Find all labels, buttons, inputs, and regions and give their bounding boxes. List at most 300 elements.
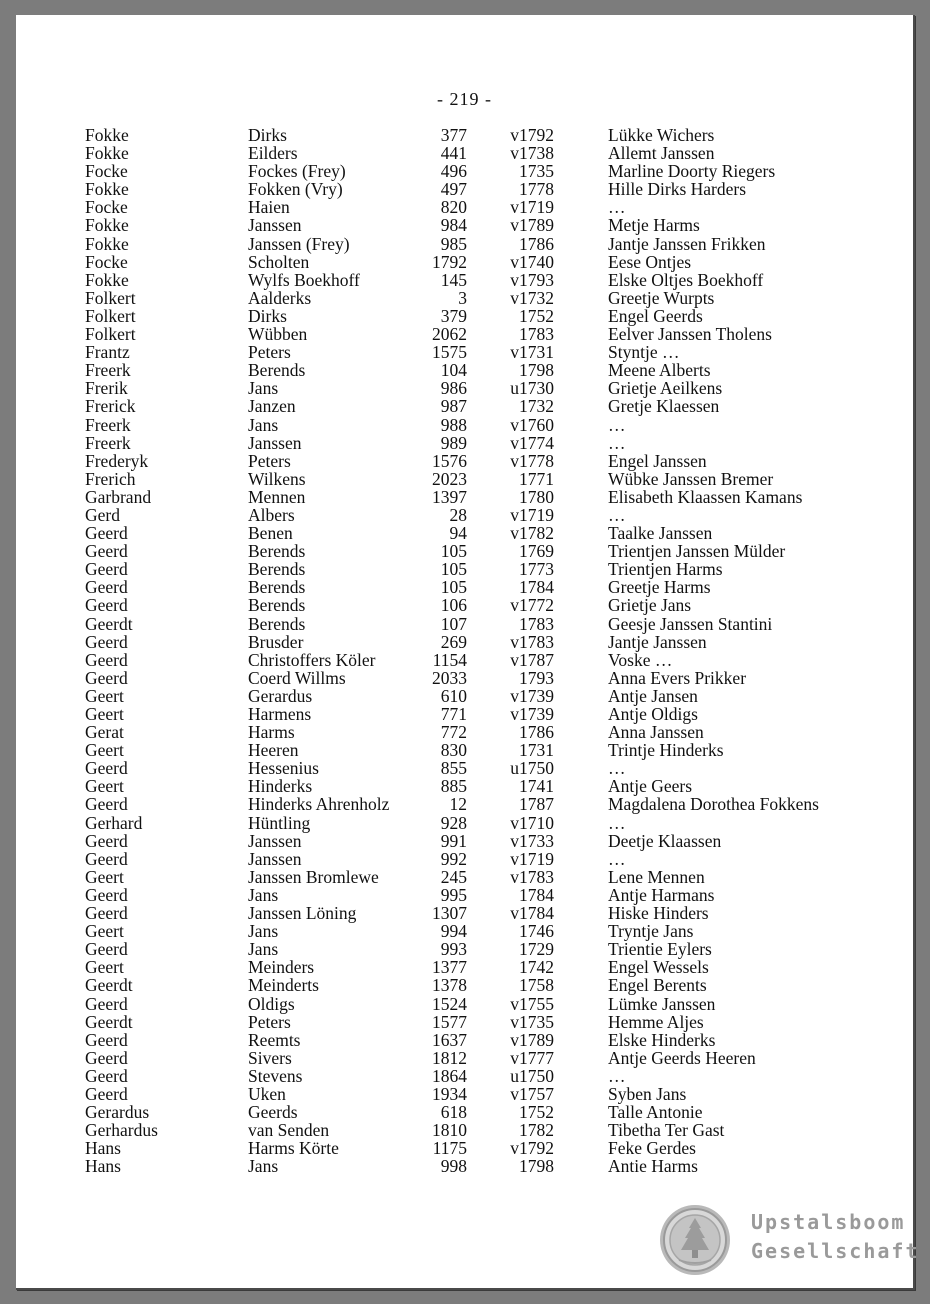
first-name: Geerd — [85, 1065, 128, 1086]
first-name: Freerk — [85, 360, 131, 381]
marriage-year: 1729 — [519, 939, 554, 960]
marriage-year: u1750 — [510, 1065, 554, 1086]
spouse-name: … — [608, 812, 626, 833]
record-number: 855 — [440, 758, 467, 779]
marriage-year: 1798 — [519, 360, 554, 381]
record-number: 994 — [440, 921, 467, 942]
record-number: 28 — [449, 504, 467, 525]
marriage-year: v1787 — [510, 649, 554, 670]
record-number: 988 — [440, 414, 467, 435]
marriage-year: v1739 — [510, 685, 554, 706]
first-name: Gerat — [85, 722, 124, 743]
table-row — [16, 1013, 913, 1031]
marriage-year: v1789 — [510, 1029, 554, 1050]
spouse-name: Wübke Janssen Bremer — [608, 468, 774, 489]
surname: Berends — [248, 577, 306, 598]
marriage-year: v1733 — [510, 830, 554, 851]
surname: Dirks — [248, 125, 287, 145]
table-row — [16, 832, 913, 850]
table-row — [16, 289, 913, 307]
surname: Peters — [248, 450, 291, 471]
record-number: 1577 — [432, 1011, 467, 1032]
marriage-year: v1731 — [510, 342, 554, 363]
surname: Jans — [248, 414, 279, 435]
table-row — [16, 162, 913, 180]
record-number: 820 — [440, 197, 467, 218]
spouse-name: Tibetha Ter Gast — [608, 1120, 725, 1141]
surname: Janssen Löning — [248, 903, 357, 924]
marriage-year: 1773 — [519, 559, 554, 580]
table-row — [16, 379, 913, 397]
first-name: Geerd — [85, 903, 128, 924]
spouse-name: Greetje Harms — [608, 577, 711, 598]
record-number: 1792 — [432, 251, 467, 272]
record-number: 12 — [449, 794, 467, 815]
surname: Dirks — [248, 305, 287, 326]
first-name: Focke — [85, 161, 128, 182]
table-row — [16, 235, 913, 253]
first-name: Frerich — [85, 468, 136, 489]
first-name: Folkert — [85, 305, 136, 326]
table-row — [16, 216, 913, 234]
spouse-name: Trientie Eylers — [608, 939, 712, 960]
first-name: Fokke — [85, 179, 129, 200]
surname: Harmens — [248, 704, 312, 724]
table-row — [16, 651, 913, 669]
surname: Peters — [248, 1011, 291, 1032]
surname: Harms Körte — [248, 1138, 339, 1159]
marriage-year: 1786 — [519, 722, 554, 743]
surname: Scholten — [248, 251, 310, 272]
table-row — [16, 488, 913, 506]
record-number: 1864 — [432, 1065, 467, 1086]
first-name: Geerdt — [85, 613, 133, 634]
table-row — [16, 814, 913, 832]
table-row — [16, 904, 913, 922]
record-number: 106 — [440, 595, 467, 616]
marriage-year: v1760 — [510, 414, 554, 435]
table-row — [16, 470, 913, 488]
spouse-name: Lümke Janssen — [608, 993, 716, 1014]
marriage-year: u1750 — [510, 758, 554, 779]
record-number: 928 — [440, 812, 467, 833]
marriage-year: 1784 — [519, 884, 554, 905]
record-number: 771 — [440, 704, 467, 724]
spouse-name: Hemme Aljes — [608, 1011, 704, 1032]
surname: Wilkens — [248, 468, 306, 489]
record-number: 94 — [449, 523, 467, 544]
record-number: 2062 — [432, 324, 467, 345]
spouse-name: … — [608, 848, 626, 869]
first-name: Frederyk — [85, 450, 149, 471]
record-number: 1934 — [432, 1083, 467, 1104]
spouse-name: Hille Dirks Harders — [608, 179, 747, 200]
marriage-year: 1787 — [519, 794, 554, 815]
marriage-year: 1758 — [519, 975, 554, 996]
first-name: Gerhardus — [85, 1120, 158, 1141]
spouse-name: Antje Oldigs — [608, 704, 698, 724]
spouse-name: Trientjen Harms — [608, 559, 723, 580]
record-number: 1154 — [432, 649, 467, 670]
record-number: 772 — [440, 722, 467, 743]
first-name: Geerd — [85, 1083, 128, 1104]
marriage-year: 1735 — [519, 161, 554, 182]
spouse-name: Marline Doorty Riegers — [608, 161, 776, 182]
document-page — [16, 15, 920, 1290]
record-number: 1810 — [432, 1120, 467, 1141]
spouse-name: Voske … — [608, 649, 673, 670]
marriage-year: v1755 — [510, 993, 554, 1014]
table-row — [16, 850, 913, 868]
table-row — [16, 180, 913, 198]
upstalsboom-seal-icon — [659, 1204, 731, 1276]
spouse-name: Anna Evers Prikker — [608, 667, 747, 688]
first-name: Freerk — [85, 414, 131, 435]
marriage-year: 1752 — [519, 1102, 554, 1123]
surname: Janssen Bromlewe — [248, 866, 379, 887]
record-number: 496 — [440, 161, 467, 182]
first-name: Geerd — [85, 541, 128, 562]
surname: Albers — [248, 504, 295, 525]
record-number: 992 — [440, 848, 467, 869]
first-name: Hans — [85, 1156, 121, 1177]
marriage-year: 1793 — [519, 667, 554, 688]
first-name: Geert — [85, 685, 124, 706]
spouse-name: Feke Gerdes — [608, 1138, 696, 1159]
marriage-year: 1778 — [519, 179, 554, 200]
surname: Haien — [248, 197, 290, 218]
table-row — [16, 886, 913, 904]
spouse-name: Greetje Wurpts — [608, 287, 715, 308]
marriage-year: 1732 — [519, 396, 554, 417]
marriage-year: v1789 — [510, 215, 554, 236]
spouse-name: Elisabeth Klaassen Kamans — [608, 486, 803, 507]
marriage-year: 1752 — [519, 305, 554, 326]
spouse-name: … — [608, 504, 626, 525]
table-row — [16, 705, 913, 723]
record-number: 379 — [440, 305, 467, 326]
table-row — [16, 144, 913, 162]
marriage-year: 1782 — [519, 1120, 554, 1141]
marriage-year: v1757 — [510, 1083, 554, 1104]
marriage-year: 1741 — [519, 776, 554, 797]
table-row — [16, 343, 913, 361]
first-name: Geerd — [85, 667, 128, 688]
record-number: 985 — [440, 233, 467, 254]
first-name: Geerd — [85, 758, 128, 779]
first-name: Geerdt — [85, 1011, 133, 1032]
spouse-name: Trientjen Janssen Mülder — [608, 541, 786, 562]
record-number: 105 — [440, 577, 467, 598]
marriage-year: 1786 — [519, 233, 554, 254]
first-name: Focke — [85, 197, 128, 218]
marriage-year: 1798 — [519, 1156, 554, 1177]
marriage-year: v1735 — [510, 1011, 554, 1032]
spouse-name: Antje Harmans — [608, 884, 715, 905]
record-number: 995 — [440, 884, 467, 905]
spouse-name: Hiske Hinders — [608, 903, 709, 924]
spouse-name: Talle Antonie — [608, 1102, 703, 1123]
surname: Heeren — [248, 740, 299, 761]
table-row — [16, 416, 913, 434]
spouse-name: Lükke Wichers — [608, 125, 715, 145]
table-row — [16, 452, 913, 470]
surname: Janssen — [248, 215, 302, 236]
marriage-year: 1742 — [519, 957, 554, 978]
table-row — [16, 434, 913, 452]
record-number: 993 — [440, 939, 467, 960]
surname: Oldigs — [248, 993, 295, 1014]
spouse-name: Engel Geerds — [608, 305, 703, 326]
spouse-name: Jantje Janssen Frikken — [608, 233, 766, 254]
record-number: 105 — [440, 541, 467, 562]
spouse-name: Syben Jans — [608, 1083, 687, 1104]
record-number: 885 — [440, 776, 467, 797]
marriage-year: v1719 — [510, 504, 554, 525]
record-number: 1377 — [432, 957, 467, 978]
first-name: Geert — [85, 866, 124, 887]
page-number: - 219 - — [437, 89, 492, 109]
surname: Benen — [248, 523, 293, 544]
table-row — [16, 940, 913, 958]
spouse-name: Lene Mennen — [608, 866, 705, 887]
marriage-year: v1774 — [510, 432, 554, 453]
first-name: Fokke — [85, 215, 129, 236]
surname: van Senden — [248, 1120, 330, 1141]
surname: Uken — [248, 1083, 286, 1104]
marriage-year: v1782 — [510, 523, 554, 544]
table-row — [16, 633, 913, 651]
surname: Fockes (Frey) — [248, 161, 346, 182]
first-name: Geerd — [85, 794, 128, 815]
surname: Stevens — [248, 1065, 303, 1086]
table-row — [16, 741, 913, 759]
spouse-name: Styntje … — [608, 342, 680, 363]
record-number: 618 — [440, 1102, 467, 1123]
surname: Berends — [248, 613, 306, 634]
first-name: Frerick — [85, 396, 136, 417]
spouse-name: … — [608, 197, 626, 218]
spouse-name: Engel Berents — [608, 975, 707, 996]
table-row — [16, 669, 913, 687]
first-name: Frerik — [85, 378, 128, 399]
table-row — [16, 958, 913, 976]
marriage-year: 1780 — [519, 486, 554, 507]
surname: Fokken (Vry) — [248, 179, 343, 200]
first-name: Geert — [85, 957, 124, 978]
marriage-year: 1731 — [519, 740, 554, 761]
marriage-year: v1739 — [510, 704, 554, 724]
record-number: 1637 — [432, 1029, 467, 1050]
marriage-year: v1793 — [510, 269, 554, 290]
spouse-name: Geesje Janssen Stantini — [608, 613, 773, 634]
society-watermark — [659, 1204, 919, 1276]
marriage-year: 1769 — [519, 541, 554, 562]
record-number: 2023 — [432, 468, 467, 489]
table-row — [16, 995, 913, 1013]
spouse-name: … — [608, 1065, 626, 1086]
spouse-name: Tryntje Jans — [608, 921, 694, 942]
first-name: Fokke — [85, 125, 129, 145]
record-number: 105 — [440, 559, 467, 580]
first-name: Geerdt — [85, 975, 133, 996]
first-name: Geerd — [85, 649, 128, 670]
record-number: 1575 — [432, 342, 467, 363]
marriage-year: v1772 — [510, 595, 554, 616]
table-row — [16, 271, 913, 289]
table-row — [16, 976, 913, 994]
spouse-name: Magdalena Dorothea Fokkens — [608, 794, 819, 815]
table-row — [16, 1031, 913, 1049]
first-name: Geert — [85, 776, 124, 797]
surname: Sivers — [248, 1047, 292, 1068]
first-name: Geerd — [85, 631, 128, 652]
first-name: Geert — [85, 740, 124, 761]
spouse-name: Grietje Jans — [608, 595, 692, 616]
table-row — [16, 506, 913, 524]
surname: Gerardus — [248, 685, 313, 706]
marriage-year: v1783 — [510, 631, 554, 652]
spouse-name: Jantje Janssen — [608, 631, 707, 652]
surname: Jans — [248, 884, 279, 905]
spouse-name: … — [608, 758, 626, 779]
record-number: 377 — [440, 125, 467, 145]
first-name: Geerd — [85, 559, 128, 580]
record-number: 1576 — [432, 450, 467, 471]
marriage-year: v1778 — [510, 450, 554, 471]
table-row — [16, 524, 913, 542]
surname: Wübben — [248, 324, 308, 345]
first-name: Gerardus — [85, 1102, 150, 1123]
record-number: 610 — [440, 685, 467, 706]
surname: Eilders — [248, 143, 298, 164]
table-row — [16, 1121, 913, 1139]
table-row — [16, 795, 913, 813]
marriage-year: 1771 — [519, 468, 554, 489]
marriage-year: v1719 — [510, 848, 554, 869]
first-name: Geerd — [85, 939, 128, 960]
society-name-line-2: Gesellschaft — [751, 1239, 920, 1263]
surname: Wylfs Boekhoff — [248, 269, 360, 290]
record-number: 984 — [440, 215, 467, 236]
table-row — [16, 1085, 913, 1103]
society-name-line-1: Upstalsboom — [751, 1210, 906, 1234]
spouse-name: Allemt Janssen — [608, 143, 715, 164]
surname: Janssen — [248, 848, 302, 869]
marriage-year: v1710 — [510, 812, 554, 833]
surname: Berends — [248, 595, 306, 616]
first-name: Gerd — [85, 504, 120, 525]
table-row — [16, 1067, 913, 1085]
table-row — [16, 1049, 913, 1067]
surname: Hessenius — [248, 758, 319, 779]
surname: Janzen — [248, 396, 296, 417]
record-number: 145 — [440, 269, 467, 290]
first-name: Geerd — [85, 1047, 128, 1068]
record-number: 497 — [440, 179, 467, 200]
first-name: Geerd — [85, 577, 128, 598]
record-number: 998 — [440, 1156, 467, 1177]
surname: Meinders — [248, 957, 315, 978]
marriage-year: v1719 — [510, 197, 554, 218]
table-row — [16, 922, 913, 940]
first-name: Gerhard — [85, 812, 143, 833]
spouse-name: Engel Wessels — [608, 957, 709, 978]
record-number: 441 — [440, 143, 467, 164]
record-number: 269 — [440, 631, 467, 652]
surname: Brusder — [248, 631, 304, 652]
spouse-name: Elske Oltjes Boekhoff — [608, 269, 764, 290]
first-name: Folkert — [85, 287, 136, 308]
record-number: 1307 — [432, 903, 467, 924]
first-name: Geerd — [85, 993, 128, 1014]
surname: Jans — [248, 1156, 279, 1177]
record-number: 991 — [440, 830, 467, 851]
record-number: 1378 — [432, 975, 467, 996]
spouse-name: Antje Jansen — [608, 685, 698, 706]
marriage-year: v1784 — [510, 903, 554, 924]
first-name: Fokke — [85, 143, 129, 164]
spouse-name: Metje Harms — [608, 215, 700, 236]
record-number: 245 — [440, 866, 467, 887]
first-name: Fokke — [85, 233, 129, 254]
first-name: Geert — [85, 921, 124, 942]
table-row — [16, 126, 913, 144]
surname: Jans — [248, 939, 279, 960]
spouse-name: … — [608, 414, 626, 435]
name-registry-list — [16, 126, 913, 1175]
marriage-year: v1792 — [510, 125, 554, 145]
surname: Berends — [248, 541, 306, 562]
surname: Jans — [248, 378, 279, 399]
table-row — [16, 1157, 913, 1175]
spouse-name: Gretje Klaessen — [608, 396, 720, 417]
marriage-year: 1784 — [519, 577, 554, 598]
surname: Geerds — [248, 1102, 298, 1123]
first-name: Folkert — [85, 324, 136, 345]
surname: Aalderks — [248, 287, 312, 308]
first-name: Geerd — [85, 848, 128, 869]
table-row — [16, 687, 913, 705]
marriage-year: v1792 — [510, 1138, 554, 1159]
table-row — [16, 777, 913, 795]
marriage-year: v1777 — [510, 1047, 554, 1068]
spouse-name: Trintje Hinderks — [608, 740, 724, 761]
table-row — [16, 560, 913, 578]
surname: Hinderks — [248, 776, 313, 797]
first-name: Geerd — [85, 830, 128, 851]
table-row — [16, 723, 913, 741]
surname: Hinderks Ahrenholz — [248, 794, 390, 815]
table-row — [16, 868, 913, 886]
record-number: 987 — [440, 396, 467, 417]
spouse-name: Taalke Janssen — [608, 523, 713, 544]
record-number: 1397 — [432, 486, 467, 507]
record-number: 986 — [440, 378, 467, 399]
table-row — [16, 1139, 913, 1157]
first-name: Fokke — [85, 269, 129, 290]
spouse-name: Eelver Janssen Tholens — [608, 324, 772, 345]
marriage-year: v1783 — [510, 866, 554, 887]
marriage-year: v1738 — [510, 143, 554, 164]
spouse-name: Anna Janssen — [608, 722, 704, 743]
surname: Meinderts — [248, 975, 319, 996]
surname: Jans — [248, 921, 279, 942]
table-row — [16, 307, 913, 325]
surname: Christoffers Köler — [248, 649, 376, 670]
first-name: Hans — [85, 1138, 121, 1159]
first-name: Geerd — [85, 595, 128, 616]
